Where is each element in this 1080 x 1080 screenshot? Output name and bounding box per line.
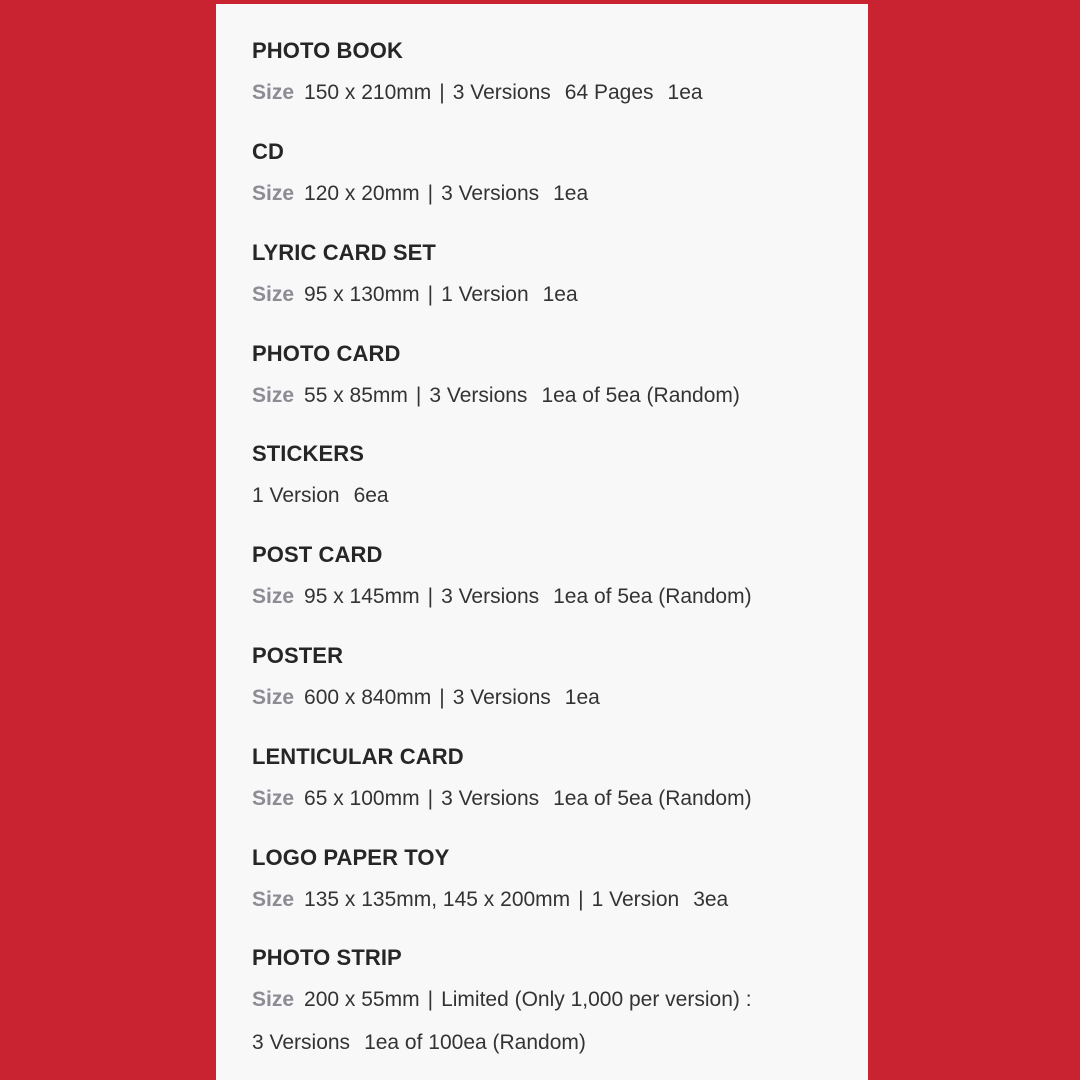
separator: | (427, 283, 434, 306)
item-versions: 3 Versions (252, 1031, 351, 1054)
item-cd (252, 139, 848, 207)
item-detail (252, 987, 848, 1013)
item-versions: 3 Versions (452, 686, 551, 709)
separator: | (439, 81, 445, 104)
item-detail (252, 786, 848, 812)
item-detail (252, 282, 848, 308)
item-qty: 6ea (353, 484, 389, 507)
item-size: 135 x 135mm, 145 x 200mm (304, 888, 571, 911)
item-versions: 3 Versions (429, 384, 528, 407)
separator: | (578, 888, 584, 911)
item-title: CD (252, 139, 284, 164)
item-title: LOGO PAPER TOY (252, 845, 450, 870)
item-detail-continued (252, 1030, 848, 1056)
item-lyric-card-set (252, 240, 848, 308)
item-title: STICKERS (252, 441, 365, 466)
item-photo-strip (252, 945, 848, 1056)
size-label: Size (252, 787, 295, 810)
item-qty: 1ea of 5ea (Random) (553, 585, 752, 608)
item-qty: 1ea (542, 283, 578, 306)
item-qty: 1ea (553, 182, 589, 205)
size-label: Size (252, 81, 295, 104)
item-qty: 1ea (564, 686, 600, 709)
item-size: 600 x 840mm (304, 686, 432, 709)
separator: | (439, 686, 445, 709)
item-size: 65 x 100mm (304, 787, 420, 810)
item-qty: 1ea of 5ea (Random) (553, 787, 752, 810)
item-title: POSTER (252, 643, 344, 668)
item-pages: 64 Pages (564, 81, 654, 104)
item-detail (252, 887, 848, 913)
separator: | (427, 988, 434, 1011)
item-versions: 1 Version (591, 888, 680, 911)
separator: | (427, 182, 434, 205)
item-title: PHOTO CARD (252, 341, 401, 366)
item-size: 95 x 130mm (304, 283, 420, 306)
size-label: Size (252, 686, 295, 709)
item-limited: Limited (Only 1,000 per version) : (441, 988, 752, 1011)
item-logo-paper-toy (252, 845, 848, 913)
item-qty: 3ea (693, 888, 729, 911)
item-detail (252, 383, 848, 409)
size-label: Size (252, 182, 295, 205)
size-label: Size (252, 283, 295, 306)
item-detail (252, 483, 848, 509)
product-details-panel (216, 4, 868, 1080)
item-detail (252, 80, 848, 106)
item-poster (252, 643, 848, 711)
item-size: 200 x 55mm (304, 988, 420, 1011)
item-detail (252, 584, 848, 610)
item-versions: 3 Versions (441, 787, 540, 810)
item-size: 55 x 85mm (304, 384, 408, 407)
item-versions: 3 Versions (441, 585, 540, 608)
item-size: 150 x 210mm (304, 81, 432, 104)
item-detail (252, 685, 848, 711)
item-title: POST CARD (252, 542, 383, 567)
item-versions: 3 Versions (452, 81, 551, 104)
item-qty: 1ea (667, 81, 703, 104)
item-photo-card (252, 341, 848, 409)
item-qty: 1ea of 100ea (Random) (364, 1031, 586, 1054)
item-versions: 1 Version (252, 484, 340, 507)
item-title: PHOTO BOOK (252, 38, 403, 63)
item-stickers (252, 441, 848, 509)
separator: | (415, 384, 422, 407)
item-qty: 1ea of 5ea (Random) (541, 384, 740, 407)
item-size: 95 x 145mm (304, 585, 420, 608)
size-label: Size (252, 888, 295, 911)
separator: | (427, 585, 434, 608)
item-versions: 3 Versions (441, 182, 540, 205)
item-title: PHOTO STRIP (252, 945, 402, 970)
item-size: 120 x 20mm (304, 182, 420, 205)
item-photo-book (252, 38, 848, 106)
size-label: Size (252, 988, 295, 1011)
item-versions: 1 Version (441, 283, 529, 306)
size-label: Size (252, 585, 295, 608)
separator: | (427, 787, 434, 810)
item-lenticular-card (252, 744, 848, 812)
item-title: LENTICULAR CARD (252, 744, 464, 769)
item-title: LYRIC CARD SET (252, 240, 436, 265)
item-post-card (252, 542, 848, 610)
item-detail (252, 181, 848, 207)
size-label: Size (252, 384, 295, 407)
